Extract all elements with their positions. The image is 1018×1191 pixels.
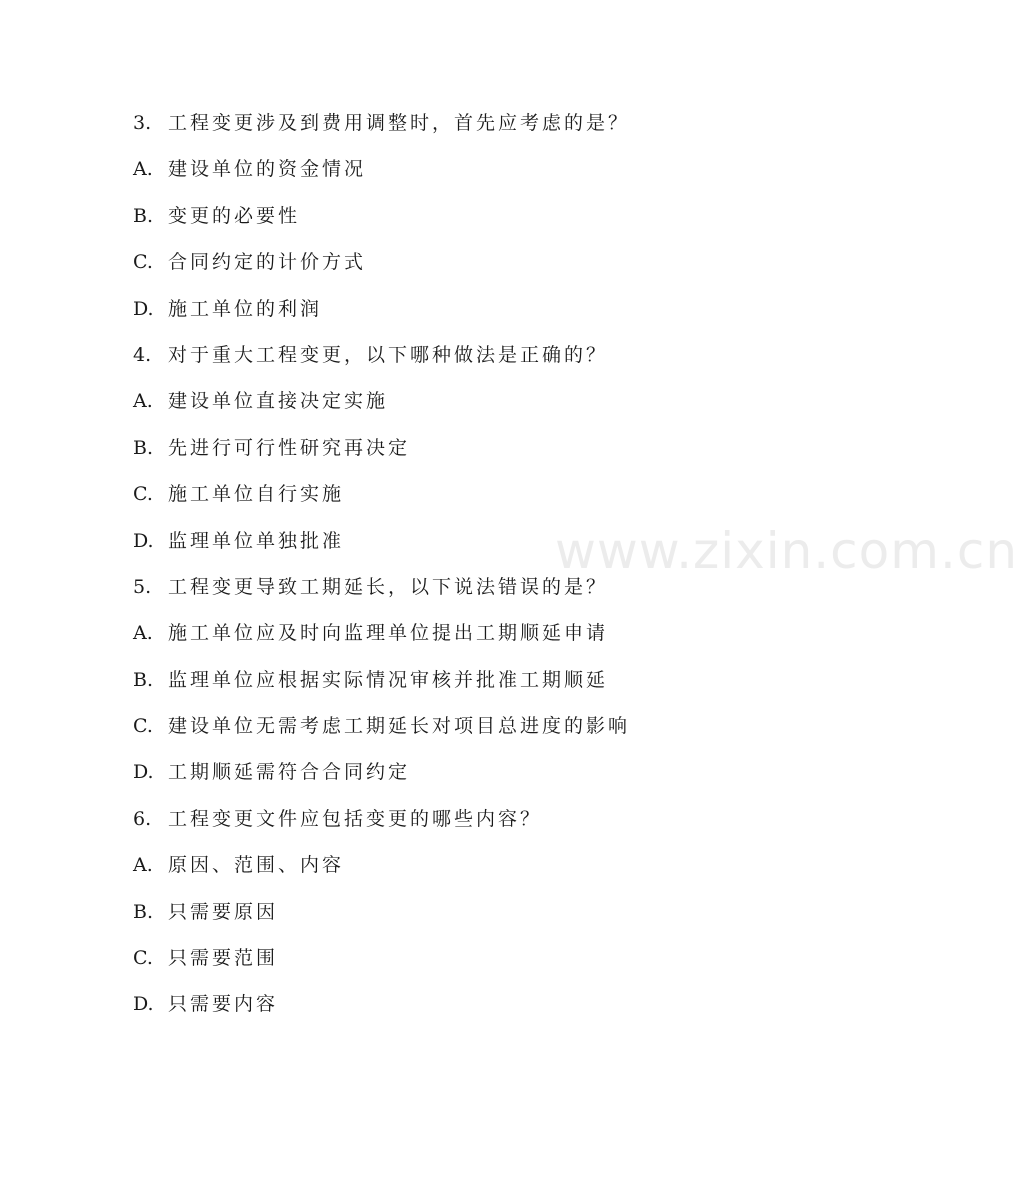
option-letter: B. [133, 204, 154, 227]
option-text: 监理单位应根据实际情况审核并批准工期顺延 [168, 668, 609, 691]
question-5-option-c [133, 709, 833, 755]
question-3-option-c [133, 245, 833, 291]
option-letter: B. [133, 436, 154, 459]
question-number: 5. [133, 575, 152, 598]
option-letter: D. [133, 993, 154, 1016]
option-text: 建设单位直接决定实施 [168, 390, 389, 413]
watermark: www.zixin.com.cn [555, 522, 1018, 580]
option-letter: A. [133, 158, 153, 181]
question-text: 工程变更导致工期延长，以下说法错误的是？ [168, 575, 609, 598]
question-text: 工程变更文件应包括变更的哪些内容？ [168, 807, 543, 830]
question-4-option-c [133, 477, 833, 523]
option-text: 施工单位的利润 [168, 297, 323, 320]
option-letter: C. [133, 251, 153, 274]
question-text: 工程变更涉及到费用调整时，首先应考虑的是？ [168, 112, 631, 134]
question-6-option-a [133, 848, 833, 894]
option-text: 只需要内容 [168, 993, 279, 1016]
question-4-option-b [133, 431, 833, 477]
option-text: 建设单位无需考虑工期延长对项目总进度的影响 [168, 715, 631, 738]
question-3-option-b [133, 199, 833, 245]
question-4 [133, 338, 833, 384]
question-3-option-d [133, 292, 833, 338]
question-5-option-d [133, 755, 833, 801]
question-number: 3. [133, 112, 152, 134]
question-6 [133, 802, 833, 848]
option-letter: A. [133, 622, 153, 645]
option-letter: C. [133, 947, 153, 970]
question-3-option-a [133, 152, 833, 198]
question-text: 对于重大工程变更，以下哪种做法是正确的？ [168, 343, 609, 366]
option-text: 变更的必要性 [168, 204, 301, 227]
option-letter: D. [133, 529, 154, 552]
option-text: 只需要原因 [168, 900, 279, 923]
question-6-option-b [133, 895, 833, 941]
option-letter: A. [133, 390, 153, 413]
option-letter: B. [133, 900, 154, 923]
question-5-option-b [133, 663, 833, 709]
option-text: 施工单位应及时向监理单位提出工期顺延申请 [168, 622, 609, 645]
option-text: 原因、范围、内容 [168, 854, 345, 877]
question-5-option-a [133, 616, 833, 662]
option-letter: C. [133, 483, 153, 506]
question-5 [133, 570, 833, 616]
option-letter: A. [133, 854, 153, 877]
option-text: 先进行可行性研究再决定 [168, 436, 411, 459]
question-6-option-d [133, 987, 833, 1033]
option-text: 施工单位自行实施 [168, 483, 345, 506]
option-letter: B. [133, 668, 154, 691]
question-4-option-a [133, 384, 833, 430]
question-list [133, 106, 833, 1034]
option-text: 建设单位的资金情况 [168, 158, 367, 181]
question-6-option-c [133, 941, 833, 987]
option-text: 工期顺延需符合合同约定 [168, 761, 411, 784]
question-number: 6. [133, 807, 152, 830]
option-letter: D. [133, 297, 154, 320]
question-number: 4. [133, 343, 152, 366]
question-3 [133, 106, 833, 152]
option-text: 只需要范围 [168, 947, 279, 970]
option-text: 监理单位单独批准 [168, 529, 345, 552]
option-letter: D. [133, 761, 154, 784]
option-letter: C. [133, 715, 153, 738]
option-text: 合同约定的计价方式 [168, 251, 367, 274]
question-4-option-d [133, 524, 833, 570]
